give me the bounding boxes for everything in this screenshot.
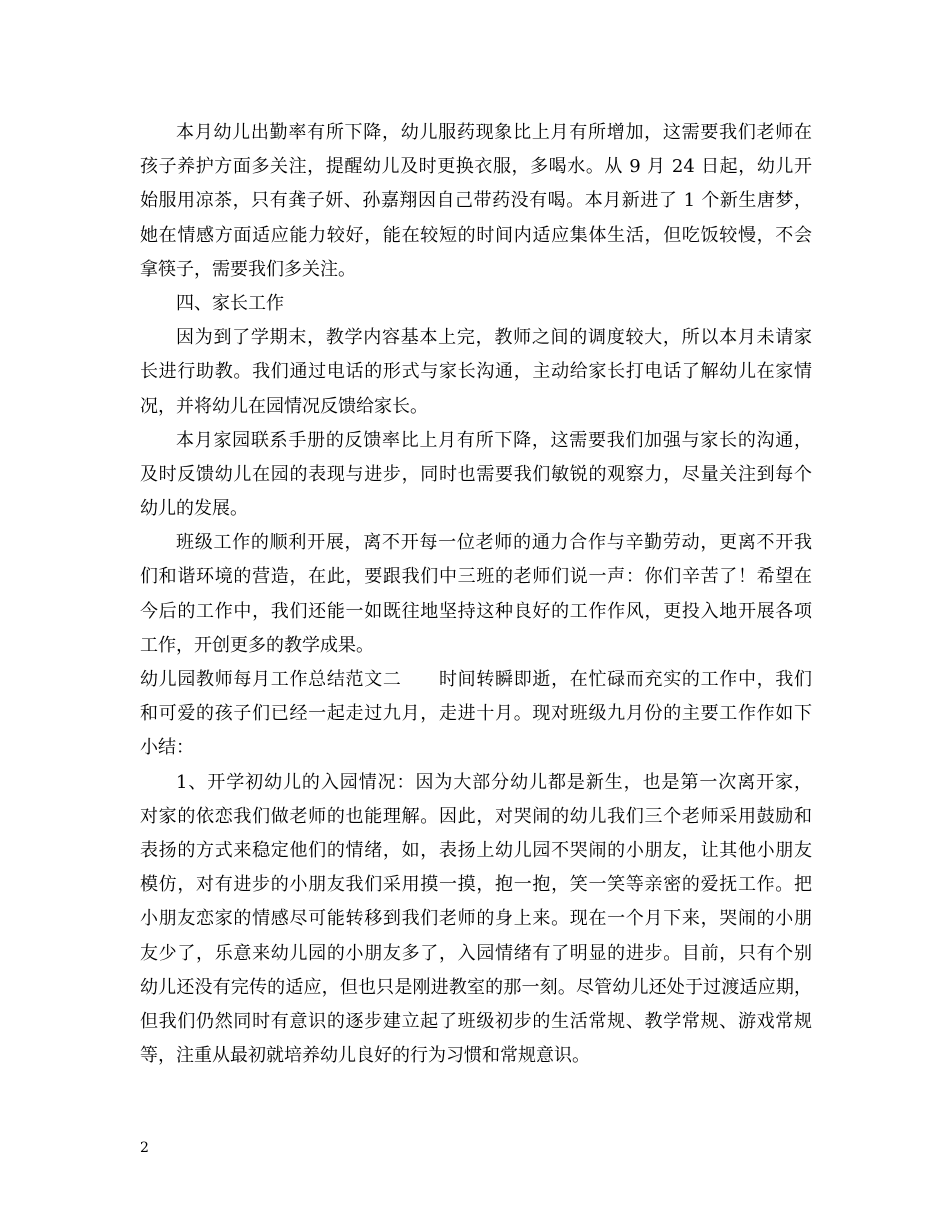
text-line: 况，并将幼儿在园情况反馈给家长。 bbox=[140, 395, 428, 417]
text-line: 幼儿的发展。 bbox=[140, 498, 248, 520]
section-title-line: 幼儿园教师每月工作总结范文二 时间转瞬即逝，在忙碌而充实的工作中，我们 bbox=[140, 669, 812, 690]
text-line: 始服用凉茶，只有龚子妍、孙嘉翔因自己带药没有喝。本月新进了 1 个新生唐梦， bbox=[140, 190, 812, 212]
text-line: 表扬的方式来稳定他们的情绪，如，表扬上幼儿园不哭闹的小朋友，让其他小朋友 bbox=[140, 839, 812, 861]
text-line: 1、开学初幼儿的入园情况：因为大部分幼儿都是新生，也是第一次离开家， bbox=[176, 771, 812, 793]
text-line: 今后的工作中，我们还能一如既往地坚持这种良好的工作作风，更投入地开展各项 bbox=[140, 600, 812, 622]
text-line: 模仿，对有进步的小朋友我们采用摸一摸，抱一抱，笑一笑等亲密的爱抚工作。把 bbox=[140, 874, 812, 896]
text-line: 小结： bbox=[140, 737, 194, 759]
text-line: 班级工作的顺利开展，离不开每一位老师的通力合作与辛勤劳动，更离不开我 bbox=[176, 532, 812, 554]
text-line: 但我们仍然同时有意识的逐步建立起了班级初步的生活常规、教学常规、游戏常规 bbox=[140, 1010, 812, 1032]
document-body bbox=[140, 116, 812, 1073]
text-line: 本月家园联系手册的反馈率比上月有所下降，这需要我们加强与家长的沟通， bbox=[176, 429, 812, 451]
text-line: 因为到了学期末，教学内容基本上完，教师之间的调度较大，所以本月未请家 bbox=[176, 327, 812, 349]
text-line: 友少了，乐意来幼儿园的小朋友多了，入园情绪有了明显的进步。目前，只有个别 bbox=[140, 942, 812, 964]
text-line: 等，注重从最初就培养幼儿良好的行为习惯和常规意识。 bbox=[140, 1045, 590, 1067]
page-number: 2 bbox=[140, 1140, 149, 1156]
text-line: 和可爱的孩子们已经一起走过九月，走进十月。现对班级九月份的主要工作作如下 bbox=[140, 703, 812, 725]
text-line: 她在情感方面适应能力较好，能在较短的时间内适应集体生活，但吃饭较慢，不会 bbox=[140, 224, 812, 246]
text-line: 长进行助教。我们通过电话的形式与家长沟通，主动给家长打电话了解幼儿在家情 bbox=[140, 361, 812, 383]
text-line: 幼儿还没有完传的适应，但也只是刚进教室的那一刻。尽管幼儿还处于过渡适应期， bbox=[140, 976, 812, 998]
text-line: 及时反馈幼儿在园的表现与进步，同时也需要我们敏锐的观察力，尽量关注到每个 bbox=[140, 463, 812, 485]
text-line: 拿筷子，需要我们多关注。 bbox=[140, 258, 356, 280]
text-line: 小朋友恋家的情感尽可能转移到我们老师的身上来。现在一个月下来，哭闹的小朋 bbox=[140, 908, 812, 930]
text-line: 孩子养护方面多关注，提醒幼儿及时更换衣服，多喝水。从 9 月 24 日起，幼儿开 bbox=[140, 156, 812, 178]
text-line: 工作，开创更多的教学成果。 bbox=[140, 634, 374, 656]
section-heading: 四、家长工作 bbox=[176, 292, 284, 314]
text-line: 对家的依恋我们做老师的也能理解。因此，对哭闹的幼儿我们三个老师采用鼓励和 bbox=[140, 805, 812, 827]
text-line: 们和谐环境的营造，在此，要跟我们中三班的老师们说一声：你们辛苦了！希望在 bbox=[140, 566, 812, 588]
text-line: 本月幼儿出勤率有所下降，幼儿服药现象比上月有所增加，这需要我们老师在 bbox=[176, 122, 812, 143]
